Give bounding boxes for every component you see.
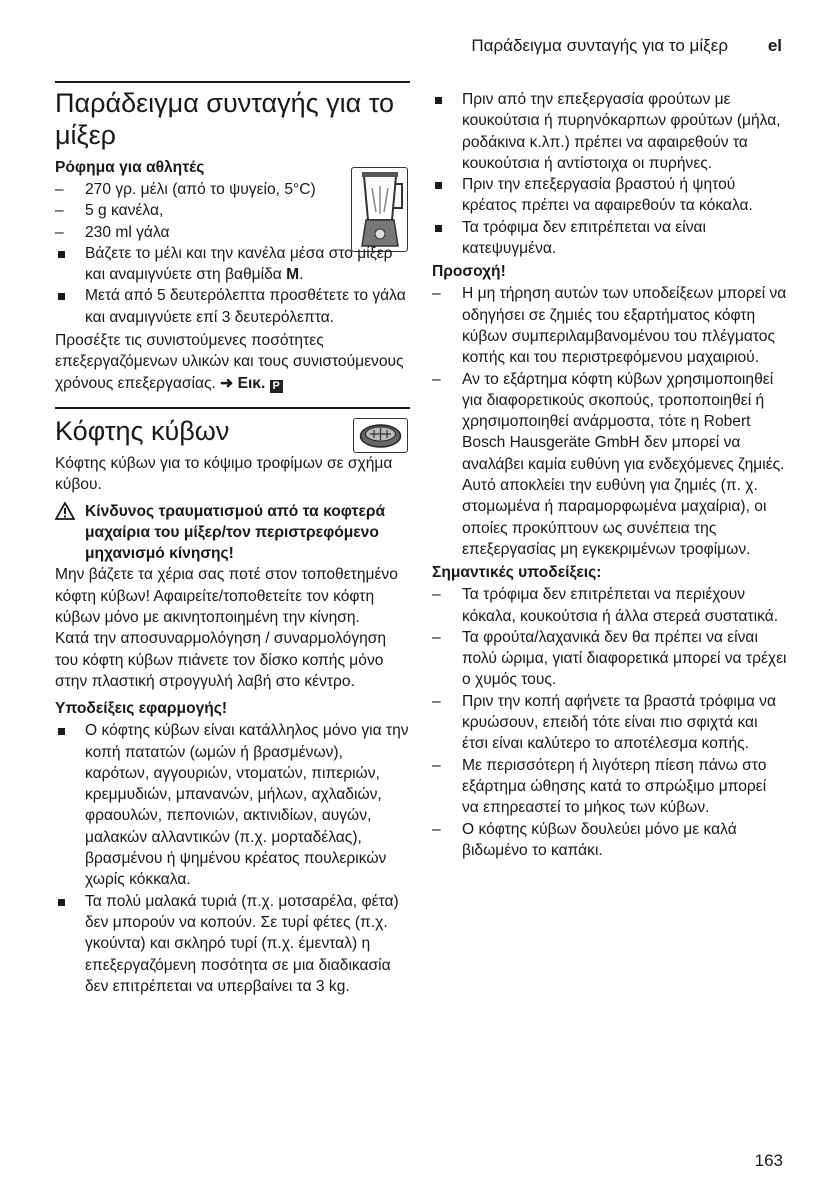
step-text: Βάζετε το μέλι και την κανέλα μέσα στο μίξερ και αναμιγνύετε στη βαθμίδα <box>85 244 393 284</box>
section-divider <box>55 81 410 83</box>
step-item: Βάζετε το μέλι και την κανέλα μέσα στο μίξερ και αναμιγνύετε στη βαθμίδα M. <box>55 243 410 286</box>
section-dicer <box>55 415 410 997</box>
tip-item: Τα πολύ μαλακά τυριά (π.χ. μοτσαρέλα, φέτα) δεν μπορούν να κοπούν. Σε τυρί φέτες (π.χ. γκούντα) και σκληρό τυρί (π.χ. έμενταλ) η επεξεργαζόμενη ποσότητα σε μια διαδικασία δεν επιτρέπεται να υπερβαίνει τα 3 kg. <box>55 891 410 997</box>
preparation-item: Τα τρόφιμα δεν επιτρέπεται να είναι κατεψυγμένα. <box>432 217 787 260</box>
speed-level: M <box>286 266 300 284</box>
preparation-list <box>432 89 787 259</box>
figure-label: Εικ. <box>237 374 266 392</box>
ingredient-item: – 270 γρ. μέλι (από το ψυγείο, 5°C) <box>55 179 410 200</box>
figure-letter: P <box>270 380 283 393</box>
warning-icon <box>55 502 75 526</box>
tips-heading: Υποδείξεις εφαρμογής! <box>55 700 228 718</box>
important-item: – Τα φρούτα/λαχανικά δεν θα πρέπει να είναι πολύ ώριμα, γιατί διαφορετικά μπορεί να τρέχει ο χυμός τους. <box>432 627 787 691</box>
caution-item: – Η μη τήρηση αυτών των υποδείξεων μπορεί να οδηγήσει σε ζημιές του εξαρτήματος κόφτη κύβων συμπεριλαμβανομένου του πλέγματος κοπής και του περιστρεφόμενου μαχαιριού. <box>432 283 787 368</box>
important-item: – Τα τρόφιμα δεν επιτρέπεται να περιέχουν κόκαλα, κουκούτσια ή άλλα στερεά συστατικά. <box>432 584 787 627</box>
warning-heading <box>55 501 410 565</box>
preparation-item: Πριν την επεξεργασία βραστού ή ψητού κρέατος πρέπει να αφαιρεθούν τα κόκαλα. <box>432 174 787 217</box>
important-item: – Ο κόφτης κύβων δουλεύει μόνο με καλά βιδωμένο το καπάκι. <box>432 819 787 862</box>
note-text: Προσέξτε τις συνιστούμενες ποσότητες επεξεργαζόμενων υλικών και τους συνιστούμενους χρόνους επεξεργασίας. <box>55 332 404 392</box>
section-divider <box>55 407 410 409</box>
caution-list <box>432 283 787 560</box>
preparation-item: Πριν από την επεξεργασία φρούτων με κουκούτσια ή πυρηνόκαρπων φρούτων (μήλα, ροδάκινα κ.λπ.) πρέπει να αφαιρεθούν τα κουκούτσια ή αντίστοιχα οι πυρήνες. <box>432 89 787 174</box>
arrow-icon: ➜ <box>220 374 234 392</box>
ingredients-list <box>55 179 410 328</box>
page-number: 163 <box>754 1151 783 1170</box>
tip-item: Ο κόφτης κύβων είναι κατάλληλος μόνο για την κοπή πατατών (ωμών ή βρασμένων), καρότων, αγγουριών, ντοματών, πιπεριών, κρεμμυδιών, μπανανών, μήλων, αχλαδιών, φραουλών, πεπονιών, ακτινιδίων, αυγών, μαλακών αλλαντικών (π.χ. μορταδέλας), βρασμένου ή ψημένου κρέατος πουλερικών χωρίς κόκκαλα. <box>55 720 410 890</box>
important-item: – Με περισσότερη ή λιγότερη πίεση πάνω στο εξάρτημα ώθησης κατά το σπρώξιμο μπορεί να επηρεαστεί το μήκος των κύβων. <box>432 755 787 819</box>
important-item: – Πριν την κοπή αφήνετε τα βραστά τρόφιμα να κρυώσουν, επειδή τότε είναι πιο σφιχτά και έτσι είναι καλύτερο το αποτέλεσμα κοπής. <box>432 691 787 755</box>
important-list <box>432 584 787 861</box>
important-heading: Σημαντικές υποδείξεις: <box>432 564 602 582</box>
right-column <box>432 89 787 861</box>
tips-list <box>55 720 410 997</box>
left-column <box>55 81 410 997</box>
section-title-dicer: Κόφτης κύβων <box>55 415 230 446</box>
caution-heading: Προσοχή! <box>432 263 506 281</box>
dicer-intro: Κόφτης κύβων για το κόψιμο τροφίμων σε σχήμα κύβου. <box>55 454 393 494</box>
header-title: Παράδειγμα συνταγής για το μίξερ <box>471 36 728 55</box>
recipe-note <box>55 330 410 394</box>
ingredient-item: – 230 ml γάλα <box>55 222 410 243</box>
section-recipe <box>55 87 410 394</box>
dicing-disc-icon <box>353 418 408 453</box>
warning-text: Κατά την αποσυναρμολόγηση / συναρμολόγηση του κόφτη κύβων πιάνετε τον δίσκο κοπής μόνο στην πλαστική στρογγυλή λαβή στο κέντρο. <box>55 630 387 690</box>
ingredient-item: – 5 g κανέλα, <box>55 200 410 221</box>
recipe-subheading: Ρόφημα για αθλητές <box>55 159 205 176</box>
language-code: el <box>767 36 782 55</box>
step-item: Μετά από 5 δευτερόλεπτα προσθέτετε το γάλα και αναμιγνύετε επί 3 δευτερόλεπτα. <box>55 285 410 328</box>
page-header <box>0 36 839 60</box>
warning-text: Μην βάζετε τα χέρια σας ποτέ στον τοποθετημένο κόφτη κύβων! Αφαιρείτε/τοποθετείτε τον κόφτη κύβων μόνο με ακινητοποιημένη την κίνηση. <box>55 566 398 627</box>
section-title-recipe: Παράδειγμα συνταγής για το μίξερ <box>55 88 395 150</box>
caution-item: – Αν το εξάρτημα κόφτη κύβων χρησιμοποιηθεί για διαφορετικούς σκοπούς, τροποποιηθεί ή χρησιμοποιηθεί ανάρμοστα, τότε η Robert Bosch Hausgeräte GmbH δεν μπορεί να αναλάβει καμία ευθύνη για ενδεχόμενες ζημιές. Αυτό αποκλείει την ευθύνη για ζημιές (π. χ. στομωμένα ή παραμορφωμένα μαχαίρια), οι οποίες προκύπτουν ως συνέπεια της επεξεργασίας μη εγκεκριμένων τροφίμων. <box>432 369 787 561</box>
warning-title: Κίνδυνος τραυματισμού από τα κοφτερά μαχαίρια του μίξερ/τον περιστρεφόμενο μηχανισμό κίνησης! <box>85 502 386 563</box>
